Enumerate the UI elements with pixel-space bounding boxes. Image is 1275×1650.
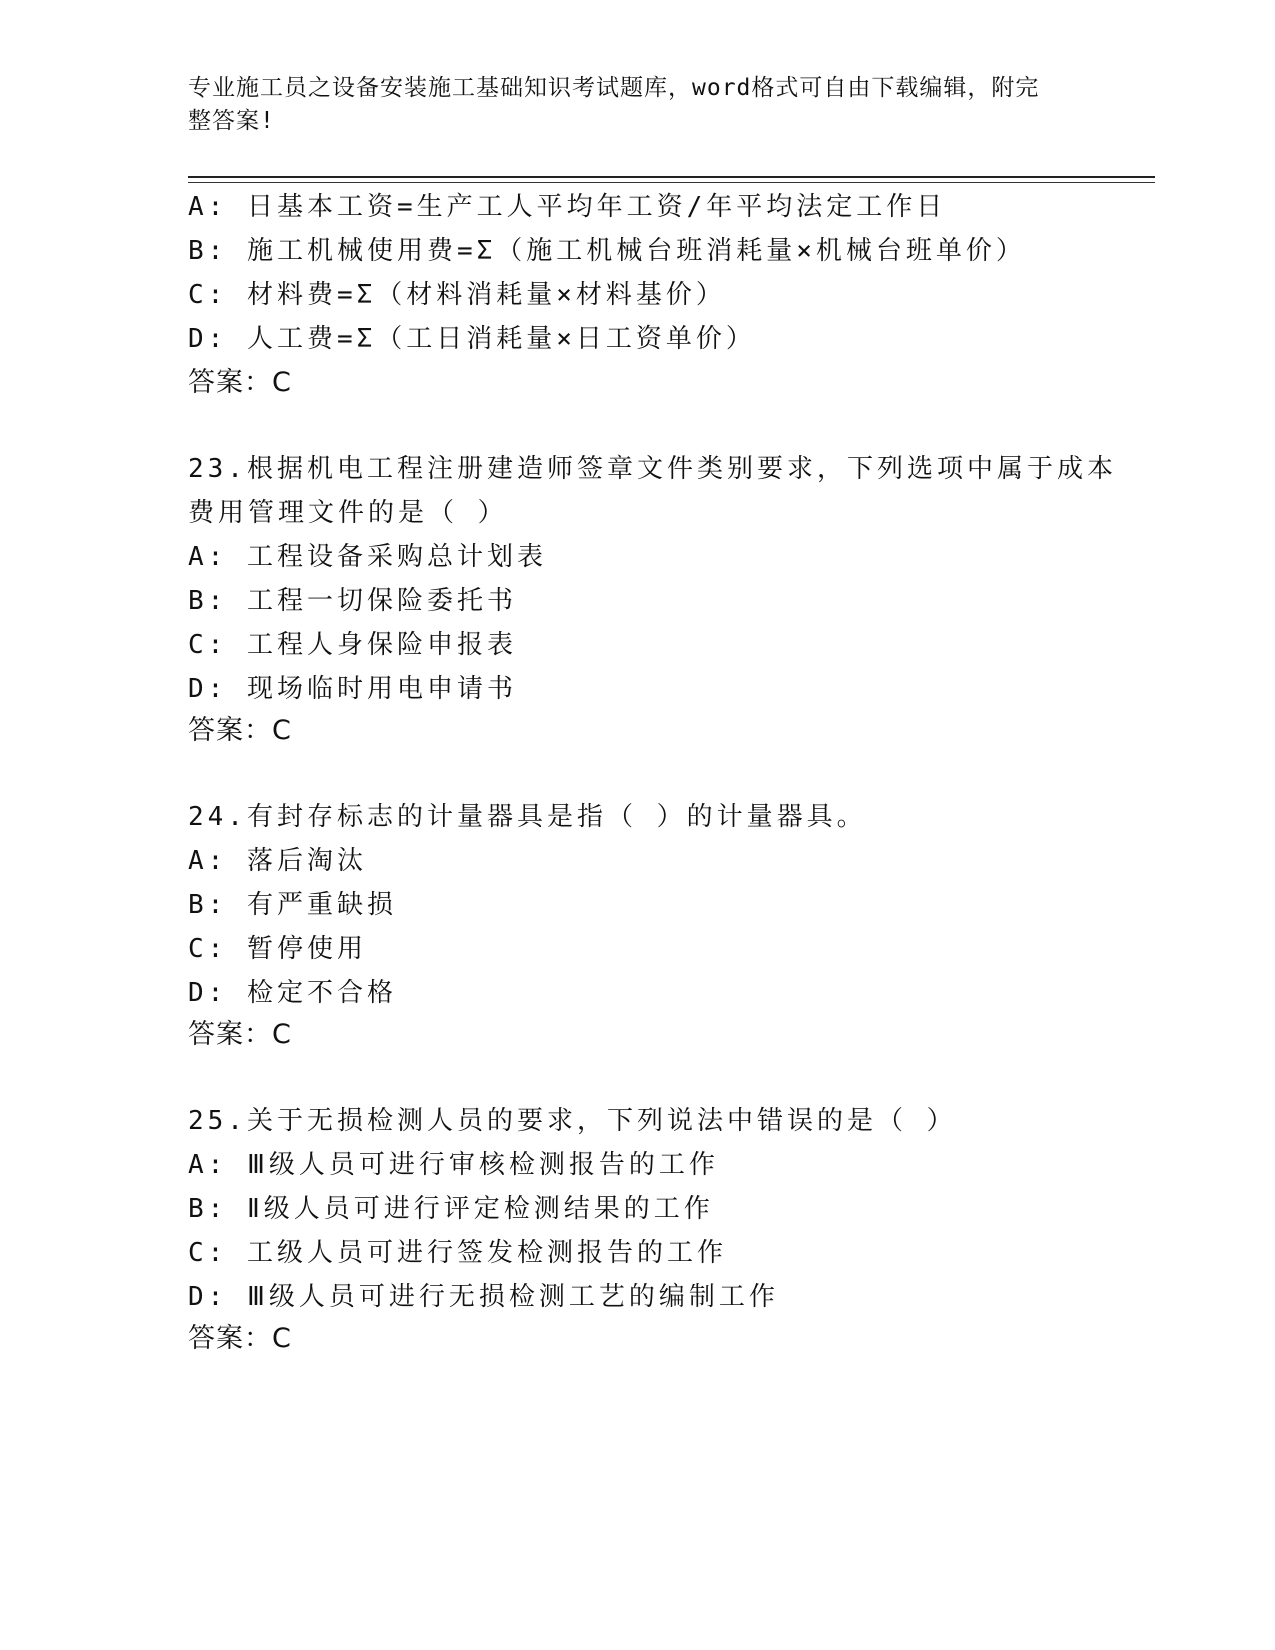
q25-option-d: D: Ⅲ级人员可进行无损检测工艺的编制工作 xyxy=(188,1282,779,1312)
q23-stem-line-1: 23.根据机电工程注册建造师签章文件类别要求，下列选项中属于成本 xyxy=(188,454,1117,484)
q22-option-b: B: 施工机械使用费=Σ（施工机械台班消耗量×机械台班单价） xyxy=(188,236,1026,266)
q23-stem-line-2: 费用管理文件的是（ ） xyxy=(188,498,508,528)
q24-stem-line-1: 24.有封存标志的计量器具是指（ ）的计量器具。 xyxy=(188,802,867,832)
q23-option-b: B: 工程一切保险委托书 xyxy=(188,586,517,616)
q24-option-c: C: 暂停使用 xyxy=(188,934,367,964)
document-header xyxy=(188,72,1068,138)
q24-answer: 答案：C xyxy=(188,1019,292,1050)
q22-option-c: C: 材料费=Σ（材料消耗量×材料基价） xyxy=(188,280,726,310)
header-divider-thick xyxy=(188,176,1155,178)
q25-stem-line-1: 25.关于无损检测人员的要求，下列说法中错误的是（ ） xyxy=(188,1106,957,1136)
q22-answer: 答案：C xyxy=(188,367,292,398)
q22-option-a: A: 日基本工资=生产工人平均年工资/年平均法定工作日 xyxy=(188,192,947,222)
header-divider-thin xyxy=(188,182,1155,183)
header-line-2: 整答案! xyxy=(188,108,275,134)
q23-option-a: A: 工程设备采购总计划表 xyxy=(188,542,547,572)
q24-option-a: A: 落后淘汰 xyxy=(188,846,367,876)
q25-option-c: C: 工级人员可进行签发检测报告的工作 xyxy=(188,1238,727,1268)
q25-option-a: A: Ⅲ级人员可进行审核检测报告的工作 xyxy=(188,1150,719,1180)
header-line-1: 专业施工员之设备安装施工基础知识考试题库，word格式可自由下载编辑，附完 xyxy=(188,75,1040,101)
q23-option-c: C: 工程人身保险申报表 xyxy=(188,630,517,660)
q25-answer: 答案：C xyxy=(188,1323,292,1354)
q24-option-d: D: 检定不合格 xyxy=(188,978,397,1008)
q22-option-d: D: 人工费=Σ（工日消耗量×日工资单价） xyxy=(188,324,756,354)
q23-answer: 答案：C xyxy=(188,715,292,746)
q23-option-d: D: 现场临时用电申请书 xyxy=(188,674,517,704)
q24-option-b: B: 有严重缺损 xyxy=(188,890,397,920)
q25-option-b: B: Ⅱ级人员可进行评定检测结果的工作 xyxy=(188,1194,714,1224)
